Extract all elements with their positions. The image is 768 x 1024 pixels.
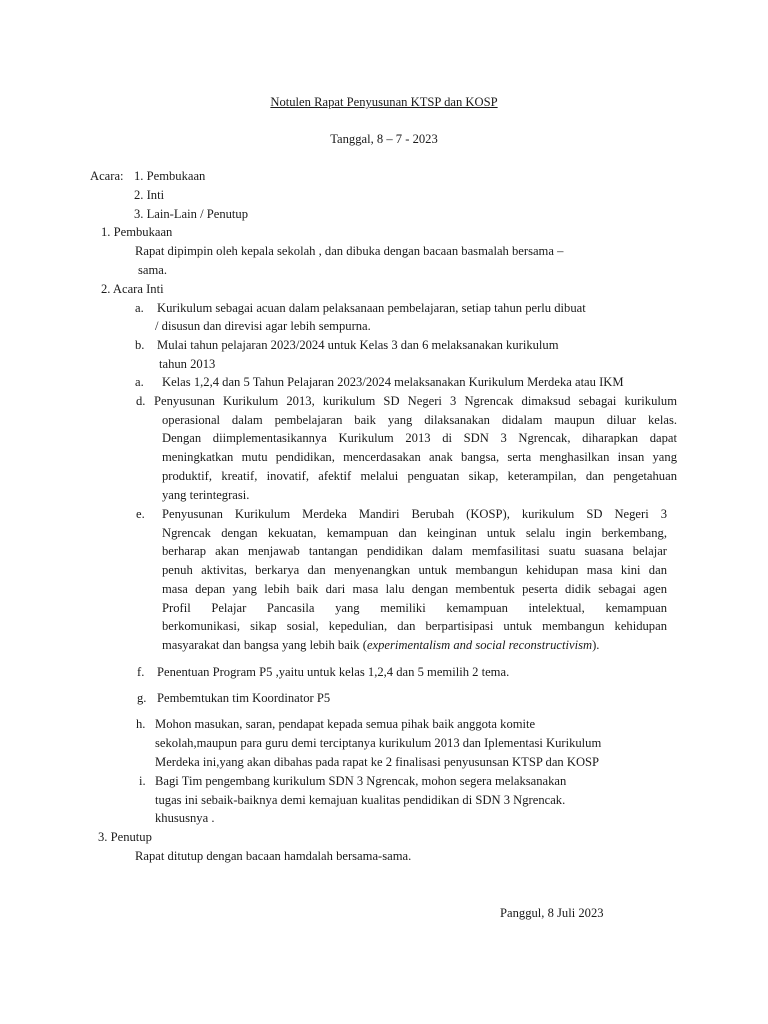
item-g-marker: g. <box>137 691 147 705</box>
item-d-line: yang terintegrasi. <box>162 488 250 502</box>
item-d-line: Dengan diimplementasikannya Kurikulum 2013 di SDN 3 Ngrencak, diharapkan dapat <box>162 431 677 445</box>
item-e-last-line <box>162 637 599 653</box>
item-e-last-text: masyarakat dan bangsa yang lebih baik ( <box>162 638 367 652</box>
item-d-marker: d. <box>136 394 146 408</box>
item-e-italic-text: experimentalism and social reconstructivism <box>366 638 593 652</box>
item-e-marker: e. <box>136 507 145 521</box>
item-h-line: Merdeka ini,yang akan dibahas pada rapat ke 2 finalisasi penyusunsan KTSP dan KOSP <box>155 755 600 769</box>
section-3-heading: 3. Penutup <box>98 830 152 844</box>
item-e-line: berharap akan menjawab tantangan pendidikan dalam memfasilitasi suatu suasana belajar <box>162 544 667 558</box>
item-f-marker: f. <box>137 665 145 679</box>
item-d-line: produktif, kreatif, inovatif, afektif melalui penguatan sikap, keterampilan, dan pengetahuan <box>162 469 677 483</box>
item-b-line: Mulai tahun pelajaran 2023/2024 untuk Kelas 3 dan 6 melaksanakan kurikulum <box>157 338 559 352</box>
item-b-line: tahun 2013 <box>159 357 216 371</box>
section-2-heading: 2. Acara Inti <box>101 282 164 296</box>
document-title: Notulen Rapat Penyusunan KTSP dan KOSP <box>270 95 498 109</box>
item-h-line: sekolah,maupun para guru demi terciptanya kurikulum 2013 dan Iplementasi Kurikulum <box>155 736 602 750</box>
item-i-line: khususnya . <box>155 811 215 825</box>
item-i-line: tugas ini sebaik-baiknya demi kemajuan kualitas pendidikan di SDN 3 Ngrencak. <box>155 793 566 807</box>
item-f-line: Penentuan Program P5 ,yaitu untuk kelas 1,2,4 dan 5 memilih 2 tema. <box>157 665 510 679</box>
item-e-line: masa depan yang lebih baik dari masa lalu dengan membentuk peserta didik sebagai agen <box>162 582 667 596</box>
item-a-line: / disusun dan direvisi agar lebih sempurna. <box>155 319 371 333</box>
agenda-label: Acara: <box>90 169 124 183</box>
section-1-line: sama. <box>138 263 168 277</box>
item-d-line: operasional dalam pembelajaran baik yang dilaksanakan didalam maupun diluar kelas. <box>162 413 677 427</box>
item-a-line: Kurikulum sebagai acuan dalam pelaksanaan pembelajaran, setiap tahun perlu dibuat <box>157 301 586 315</box>
section-1-heading: 1. Pembukaan <box>101 225 173 239</box>
item-i-marker: i. <box>139 774 146 788</box>
agenda-item-2: 2. Inti <box>134 188 165 202</box>
item-e-last-close: ). <box>592 638 600 652</box>
item-h-line: Mohon masukan, saran, pendapat kepada semua pihak baik anggota komite <box>155 717 536 731</box>
agenda-item-1: 1. Pembukaan <box>134 169 206 183</box>
item-d-line: meningkatkan mutu pendidikan, mencerdasakan anak bangsa, serta menghasilkan insan yang <box>162 450 677 464</box>
document-date: Tanggal, 8 – 7 - 2023 <box>330 132 438 146</box>
agenda-item-3: 3. Lain-Lain / Penutup <box>134 207 249 221</box>
item-i-line: Bagi Tim pengembang kurikulum SDN 3 Ngrencak, mohon segera melaksanakan <box>155 774 567 788</box>
section-1-line: Rapat dipimpin oleh kepala sekolah , dan dibuka dengan bacaan basmalah bersama – <box>135 244 564 258</box>
item-e-line: penuh aktivitas, berkarya dan menyenangkan untuk membangun kehidupan masa kini dan <box>162 563 667 577</box>
item-h-marker: h. <box>136 717 146 731</box>
item-b-marker: b. <box>135 338 145 352</box>
item-e-line: Ngrencak dengan kekuatan, kemampuan dan keinginan untuk selalu ingin berkembang, <box>162 526 667 540</box>
item-a2-line: Kelas 1,2,4 dan 5 Tahun Pelajaran 2023/2024 melaksanakan Kurikulum Merdeka atau IKM <box>162 375 624 389</box>
item-g-line: Pembemtukan tim Koordinator P5 <box>157 691 331 705</box>
place-date: Panggul, 8 Juli 2023 <box>500 906 604 920</box>
section-3-line: Rapat ditutup dengan bacaan hamdalah bersama-sama. <box>135 849 412 863</box>
item-d-line: Penyusunan Kurikulum 2013, kurikulum SD Negeri 3 Ngrencak dimaksud sebagai kurikulum <box>154 394 677 408</box>
item-a-marker: a. <box>135 301 144 315</box>
item-e-line: Profil Pelajar Pancasila yang memiliki kemampuan intelektual, kemampuan <box>162 601 667 615</box>
item-e-line: berkomunikasi, sikap sosial, kepedulian, dan berpartisipasi untuk membangun kehidupan <box>162 619 667 633</box>
item-e-line: Penyusunan Kurikulum Merdeka Mandiri Berubah (KOSP), kurikulum SD Negeri 3 <box>162 507 667 521</box>
item-a2-marker: a. <box>135 375 144 389</box>
